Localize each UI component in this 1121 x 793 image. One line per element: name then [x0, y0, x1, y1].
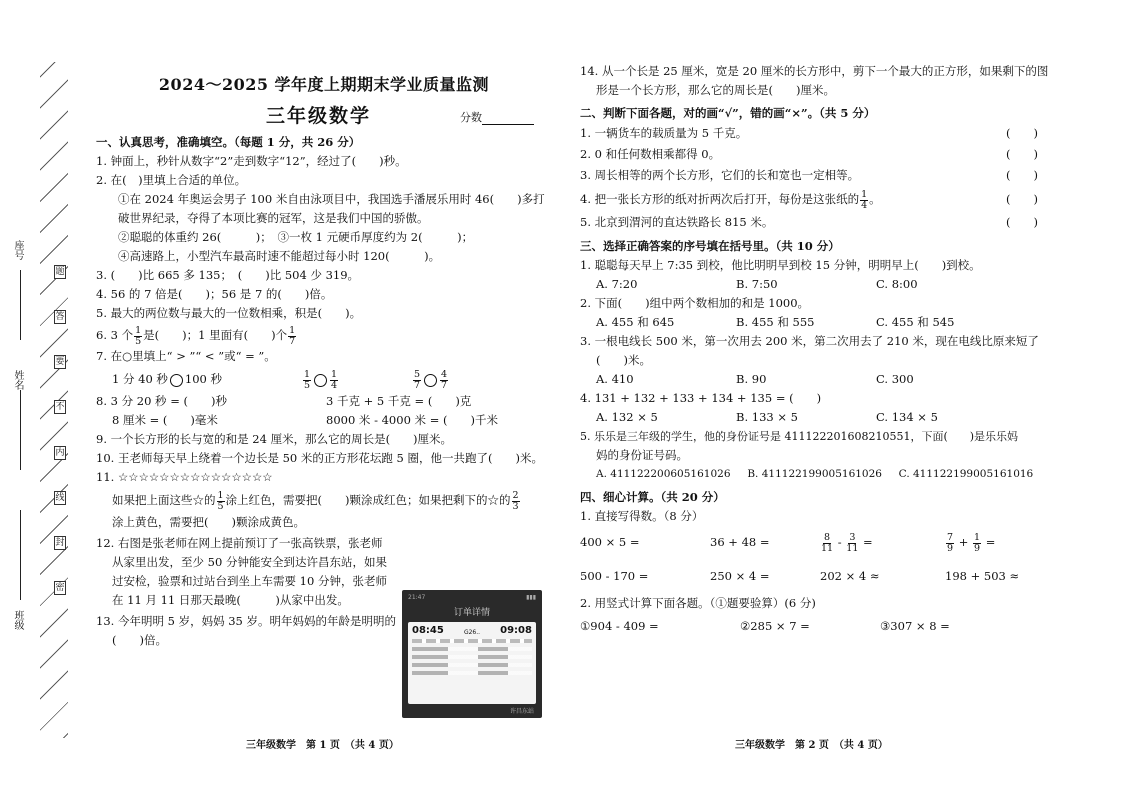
section-3-heading: 三、选择正确答案的序号填在括号里。（共 10 分）	[580, 239, 840, 253]
option[interactable]: A. 455 和 645	[596, 315, 675, 329]
question-9: 9. 一个长方形的长与宽的和是 24 厘米，那么它的周长是( )厘米。	[96, 432, 453, 446]
option[interactable]: B. 7:50	[736, 277, 778, 291]
option[interactable]: B. 455 和 555	[736, 315, 815, 329]
fraction: $\frac{3}{11}$	[846, 531, 859, 554]
option[interactable]: B. 411122199005161026	[747, 468, 882, 480]
seal-char: 不	[55, 402, 65, 413]
question-11b: 涂上黄色，需要把( )颗涂成黄色。	[112, 515, 305, 529]
judge-5-text: 5. 北京到渭河的直达铁路长 815 米。	[580, 215, 774, 229]
question-7: 7. 在○里填上“ > ”“ < ”或“ = ”。	[96, 349, 276, 363]
choice-5-options	[580, 465, 1050, 484]
question-11: 11. ☆☆☆☆☆☆☆☆☆☆☆☆☆☆☆	[96, 470, 273, 484]
page-1-footer: 三年级数学 第 1 页 （共 4 页）	[246, 740, 399, 751]
name-line	[20, 390, 21, 470]
judge-3-text: 3. 周长相等的两个长方形，它们的长和宽也一定相等。	[580, 168, 860, 182]
option[interactable]: A. 410	[596, 372, 634, 386]
ticket-footer: 许昌东站	[509, 708, 534, 715]
section-4-heading: 四、细心计算。（共 20 分）	[580, 490, 725, 504]
question-12-line3: 过安检，验票和过站台到坐上车需要 10 分钟，张老师	[112, 574, 387, 588]
option[interactable]: B. 90	[736, 372, 767, 386]
question-3: 3. ( )比 665 多 135； ( )比 504 少 319。	[96, 268, 360, 282]
calc-item: 250 × 4 =	[710, 568, 770, 583]
calc-item: $\frac{8}{11}$ - $\frac{3}{11}$ =	[821, 531, 873, 554]
answer-parens[interactable]: ( )	[1006, 126, 1038, 140]
q6-text-a: 6. 3 个	[96, 328, 134, 342]
binding-strip	[8, 70, 38, 730]
judge-3	[580, 165, 1050, 186]
subject-row	[96, 101, 552, 129]
option[interactable]: C. 300	[876, 372, 914, 386]
question-5: 5. 最大的两位数与最大的一位数相乘，积是( )。	[96, 306, 362, 320]
seal-char: 密	[55, 582, 65, 593]
score-line	[482, 115, 534, 125]
section-2-heading: 二、判断下面各题，对的画“√”，错的画“×”。（共 5 分）	[580, 106, 876, 120]
question-1: 1. 钟面上，秒针从数字“2”走到数字“12”，经过了( )秒。	[96, 154, 407, 168]
question-12-line4: 在 11 月 11 日那天最晚( )从家中出发。	[112, 593, 349, 607]
judge-4: 4. 把一张长方形的纸对折两次后打开，每份是这张纸的 $\frac{1}{4}$ 。 ( )	[580, 186, 1050, 212]
question-8-row1	[96, 392, 552, 411]
fraction: $\frac{1}{5}$	[304, 368, 311, 391]
fraction: $\frac{2}{3}$	[512, 489, 519, 512]
question-8-row2	[96, 411, 552, 430]
train-ticket-image	[402, 590, 542, 718]
calc-item: 500 - 170 =	[580, 568, 649, 583]
calc-item: 202 × 4 ≈	[820, 568, 880, 583]
option[interactable]: C. 411122199005161016	[898, 468, 1034, 480]
choice-2-options	[580, 313, 1050, 332]
answer-parens[interactable]: ( )	[1006, 215, 1038, 229]
calc-item: $\frac{7}{9}$ + $\frac{1}{9}$ =	[947, 531, 996, 554]
question-13-line2: ( )倍。	[112, 633, 167, 647]
ticket-title: 订单详情	[453, 608, 490, 618]
name-label: 姓名	[12, 370, 23, 390]
judge-1-text: 1. 一辆货车的载质量为 5 千克。	[580, 126, 748, 140]
seal-char: 内	[55, 447, 65, 458]
signal-icon: ▮▮▮	[526, 594, 536, 601]
choice-5-line2: 妈的身份证号码。	[596, 448, 688, 462]
page-1	[96, 0, 552, 793]
exam-title: 2024～2025 学年度上期期末学业质量监测	[158, 75, 490, 94]
question-13-line1: 13. 今年明明 5 岁，妈妈 35 岁。明年妈妈的年龄是明明的	[96, 614, 397, 628]
seal-char: 封	[55, 537, 65, 548]
fraction: $\frac{1}{9}$	[974, 531, 981, 554]
question-2a-cont: 破世界纪录，夺得了本项比赛的冠军，这是我们中国的骄傲。	[118, 211, 429, 225]
choice-4-options	[580, 408, 1050, 427]
question-10: 10. 王老师每天早上绕着一个边长是 50 米的正方形花坛跑 5 圈，他一共跑了( )米。	[96, 451, 543, 465]
fraction: $\frac{1}{7}$	[289, 324, 296, 347]
seal-char: 题	[55, 267, 65, 277]
calc-part-1: 1. 直接写得数。（8 分）	[580, 509, 704, 523]
arrival-time: 09:08	[500, 625, 532, 636]
calc-item: ②285 × 7 =	[740, 618, 810, 633]
ticket-status-time: 21:47	[408, 594, 426, 601]
answer-parens[interactable]: ( )	[1006, 147, 1038, 161]
q7-time: 1 分 40 秒	[112, 372, 168, 386]
question-2c: ④高速路上，小型汽车最高时速不能超过每小时 120( )。	[118, 249, 441, 263]
ticket-detail-line	[412, 639, 532, 643]
choice-3-line2: ( )米。	[596, 353, 651, 367]
judge-2	[580, 144, 1050, 165]
calc-item: 36 + 48 =	[710, 535, 770, 549]
class-label: 班级	[12, 610, 23, 630]
answer-parens[interactable]: ( )	[1006, 192, 1038, 206]
calc-item: 198 + 503 ≈	[945, 568, 1020, 583]
compare-circle[interactable]	[424, 374, 437, 387]
subject-title: 三年级数学	[266, 105, 372, 127]
seal-line-text	[54, 265, 66, 595]
score-field[interactable]	[460, 109, 534, 125]
class-line	[20, 510, 21, 600]
option[interactable]: C. 134 × 5	[876, 410, 938, 424]
compare-circle[interactable]	[314, 374, 327, 387]
fraction: $\frac{8}{11}$	[821, 531, 834, 554]
question-7-items	[96, 366, 552, 392]
ticket-card	[408, 622, 536, 704]
seal-char: 线	[55, 492, 65, 503]
choice-3-options	[580, 370, 1050, 389]
option[interactable]: C. 8:00	[876, 277, 918, 291]
question-6	[96, 323, 552, 347]
page-2	[580, 0, 1050, 793]
q8a: 8. 3 分 20 秒 = ( )秒	[96, 394, 227, 408]
choice-2: 2. 下面( )组中两个数相加的和是 1000。	[580, 296, 810, 310]
choice-1-options	[580, 275, 1050, 294]
compare-circle[interactable]	[170, 374, 183, 387]
calc-item: 400 × 5 =	[580, 535, 640, 549]
option[interactable]: A. 132 × 5	[596, 410, 658, 424]
fraction: $\frac{1}{5}$	[135, 324, 142, 347]
q8c: 8 厘米 = ( )毫米	[112, 413, 218, 427]
q11a-text: 如果把上面这些☆的	[112, 493, 216, 507]
ticket-detail-line	[412, 655, 532, 659]
seat-number-line	[20, 270, 21, 340]
choice-3-line1: 3. 一根电线长 500 米，第一次用去 200 米，第二次用去了 210 米，现在电线比原来短了	[580, 334, 1039, 348]
fraction: $\frac{5}{7}$	[414, 368, 421, 391]
departure-time: 08:45	[412, 625, 444, 636]
ticket-detail-line	[412, 671, 532, 675]
question-2a: ①在 2024 年奥运会男子 100 米自由泳项目中，我国选手潘展乐用时 46( )多打	[118, 192, 545, 206]
option[interactable]: A. 7:20	[596, 277, 638, 291]
score-label: 分数	[460, 111, 482, 124]
judge-4-text: 4. 把一张长方形的纸对折两次后打开，每份是这张纸的	[580, 192, 860, 206]
direct-calc-grid	[580, 532, 1050, 586]
q8d: 8000 米 - 4000 米 = ( )千米	[326, 413, 498, 427]
judge-1	[580, 123, 1050, 144]
q6-text-b: 是( )；1 里面有( )个	[143, 328, 288, 342]
judge-2-text: 2. 0 和任何数相乘都得 0。	[580, 147, 721, 161]
seal-char: 答	[55, 312, 65, 323]
question-14-line1: 14. 从一个长是 25 厘米，宽是 20 厘米的长方形中，剪下一个最大的正方形，如果剩下的图	[580, 64, 1049, 78]
question-4: 4. 56 的 7 倍是( )；56 是 7 的( )倍。	[96, 287, 333, 301]
q11a-text-2: 涂上红色，需要把( )颗涂成红色；如果把剩下的☆的	[225, 493, 511, 507]
fraction: $\frac{1}{5}$	[217, 489, 224, 512]
seal-char: 要	[55, 357, 65, 368]
choice-4: 4. 131 + 132 + 133 + 134 + 135 = ( )	[580, 391, 822, 405]
question-2: 2. 在( )里填上合适的单位。	[96, 173, 247, 187]
fraction: $\frac{1}{4}$	[331, 368, 338, 391]
section-1-heading: 一、认真思考，准确填空。（每题 1 分，共 26 分）	[96, 135, 361, 149]
calc-part-2: 2. 用竖式计算下面各题。（①题要验算）(6 分)	[580, 595, 816, 610]
calc-item: ①904 - 409 =	[580, 618, 659, 633]
judge-5	[580, 212, 1050, 233]
question-2b: ②聪聪的体重约 26( )； ③一枚 1 元硬币厚度约为 2( )；	[118, 230, 474, 244]
question-12-line2: 从家里出发，至少 50 分钟能安全到达许昌东站，如果	[112, 555, 387, 569]
ticket-detail-line	[412, 647, 532, 651]
fraction: $\frac{1}{4}$	[861, 188, 868, 211]
option[interactable]: A. 411122200605161026	[596, 468, 731, 480]
train-number: G26..	[463, 629, 481, 636]
question-11a	[96, 487, 552, 513]
option[interactable]: B. 133 × 5	[736, 410, 798, 424]
choice-1: 1. 聪聪每天早上 7:35 到校，他比明明早到校 15 分钟，明明早上( )到校。	[580, 258, 981, 272]
question-14-line2: 形是一个长方形，那么它的周长是( )厘米。	[596, 83, 835, 97]
question-12-line1: 12. 右图是张老师在网上提前预订了一张高铁票，张老师	[96, 536, 383, 550]
fraction: $\frac{4}{7}$	[441, 368, 448, 391]
choice-5-line1: 5. 乐乐是三年级的学生，他的身份证号是 411122201608210551，下面( )是乐乐妈	[580, 430, 1019, 443]
seat-number-label: 座号	[12, 240, 23, 260]
q7-seconds: 100 秒	[184, 372, 223, 386]
calc-item: ③307 × 8 =	[880, 618, 950, 633]
page-2-footer: 三年级数学 第 2 页 （共 4 页）	[735, 740, 888, 751]
q8b: 3 千克 + 5 千克 = ( )克	[326, 394, 472, 408]
answer-parens[interactable]: ( )	[1006, 168, 1038, 182]
fraction: $\frac{7}{9}$	[947, 531, 954, 554]
vertical-calc-items	[580, 617, 1050, 636]
option[interactable]: C. 455 和 545	[876, 315, 955, 329]
ticket-detail-line	[412, 663, 532, 667]
